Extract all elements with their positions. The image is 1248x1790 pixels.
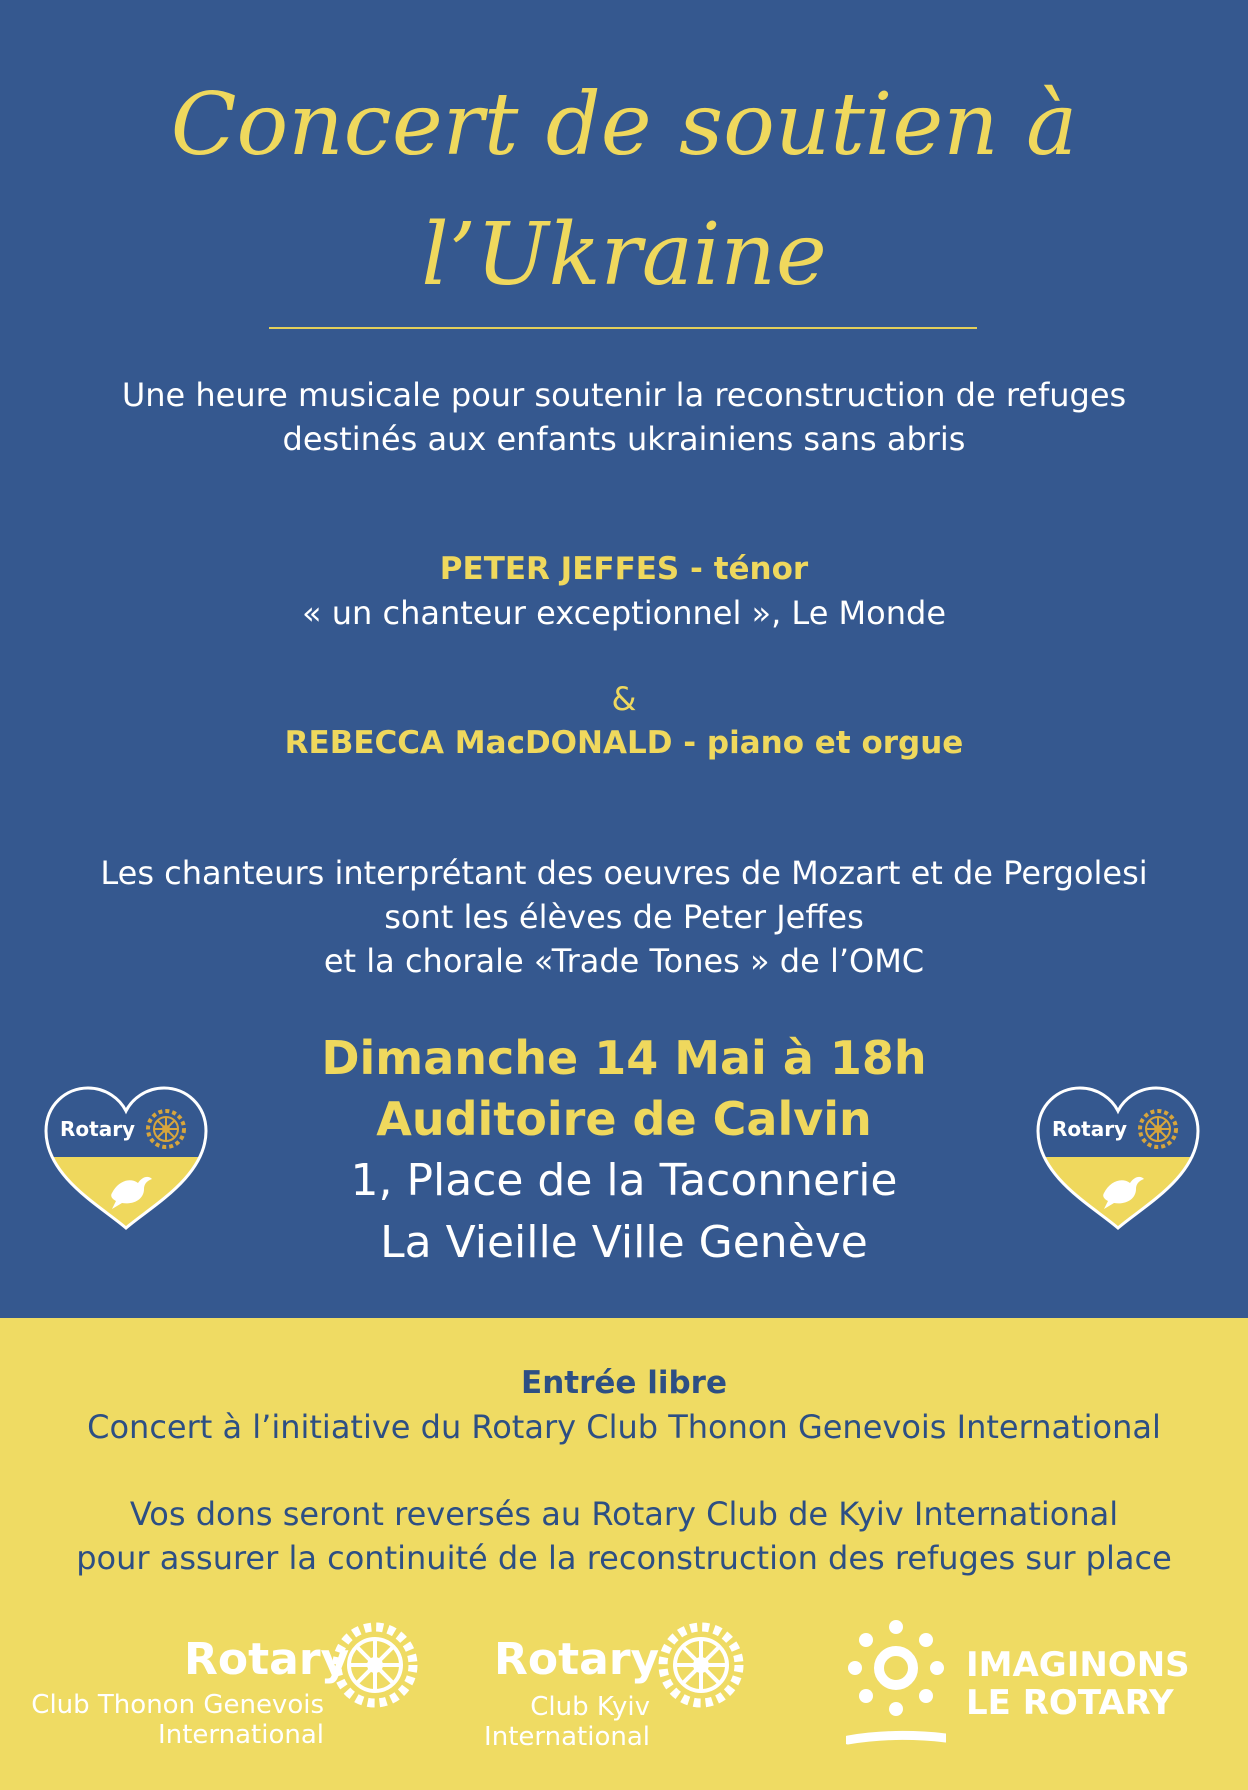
- rotary-heart-badge-left: [42, 1085, 210, 1231]
- rotary-wheel-icon: [330, 1620, 420, 1710]
- imaginons-line-2: LE ROTARY: [966, 1683, 1174, 1723]
- donation-line-2: pour assurer la continuité de la reconstruction des refuges sur place: [76, 1539, 1172, 1577]
- thonon-rotary-wordmark: Rotary: [184, 1634, 350, 1685]
- rotary-wheel-icon: [656, 1620, 746, 1710]
- initiative-text: Concert à l’initiative du Rotary Club Thonon Genevois International: [87, 1408, 1161, 1446]
- intro-line-2: destinés aux enfants ukrainiens sans abris: [282, 420, 966, 458]
- event-address-2: La Vieille Ville Genève: [380, 1217, 868, 1268]
- rotary-wheel-icon: [148, 1111, 184, 1147]
- intro-line-1: Une heure musicale pour soutenir la reconstruction de refuges: [121, 376, 1127, 414]
- title-divider: [269, 327, 977, 329]
- donation-line-1: Vos dons seront reversés au Rotary Club de Kyiv International: [129, 1495, 1119, 1533]
- title-line-1: Concert de soutien à: [170, 75, 1078, 175]
- imaginons-sun-icon: [846, 1618, 946, 1748]
- heart-rotary-label-right: Rotary: [1052, 1117, 1128, 1141]
- event-address-1: 1, Place de la Taconnerie: [350, 1155, 898, 1206]
- program-line-1: Les chanteurs interprétant des oeuvres de Mozart et de Pergolesi: [100, 854, 1148, 892]
- tenor-quote: « un chanteur exceptionnel », Le Monde: [301, 594, 947, 632]
- event-venue: Auditoire de Calvin: [376, 1092, 872, 1146]
- ampersand: &: [611, 680, 637, 718]
- pianist-name: REBECCA MacDONALD - piano et orgue: [284, 725, 964, 761]
- imaginons-line-1: IMAGINONS: [966, 1645, 1190, 1685]
- heart-rotary-label-left: Rotary: [60, 1117, 136, 1141]
- program-line-3: et la chorale «Trade Tones » de l’OMC: [323, 942, 925, 980]
- program-line-2: sont les élèves de Peter Jeffes: [384, 898, 864, 936]
- kyiv-club-line-1: Club Kyiv: [530, 1692, 650, 1722]
- tenor-name: PETER JEFFES - ténor: [439, 551, 809, 587]
- event-date: Dimanche 14 Mai à 18h: [321, 1031, 927, 1085]
- rotary-wheel-icon: [1140, 1111, 1176, 1147]
- title-line-2: l’Ukraine: [421, 205, 827, 305]
- kyiv-rotary-wordmark: Rotary: [494, 1634, 660, 1685]
- rotary-heart-badge-right: [1034, 1085, 1202, 1231]
- thonon-club-line-1: Club Thonon Genevois: [31, 1690, 324, 1720]
- kyiv-club-line-2: International: [484, 1722, 650, 1752]
- entry-free: Entrée libre: [521, 1365, 727, 1401]
- thonon-club-line-2: International: [158, 1720, 324, 1750]
